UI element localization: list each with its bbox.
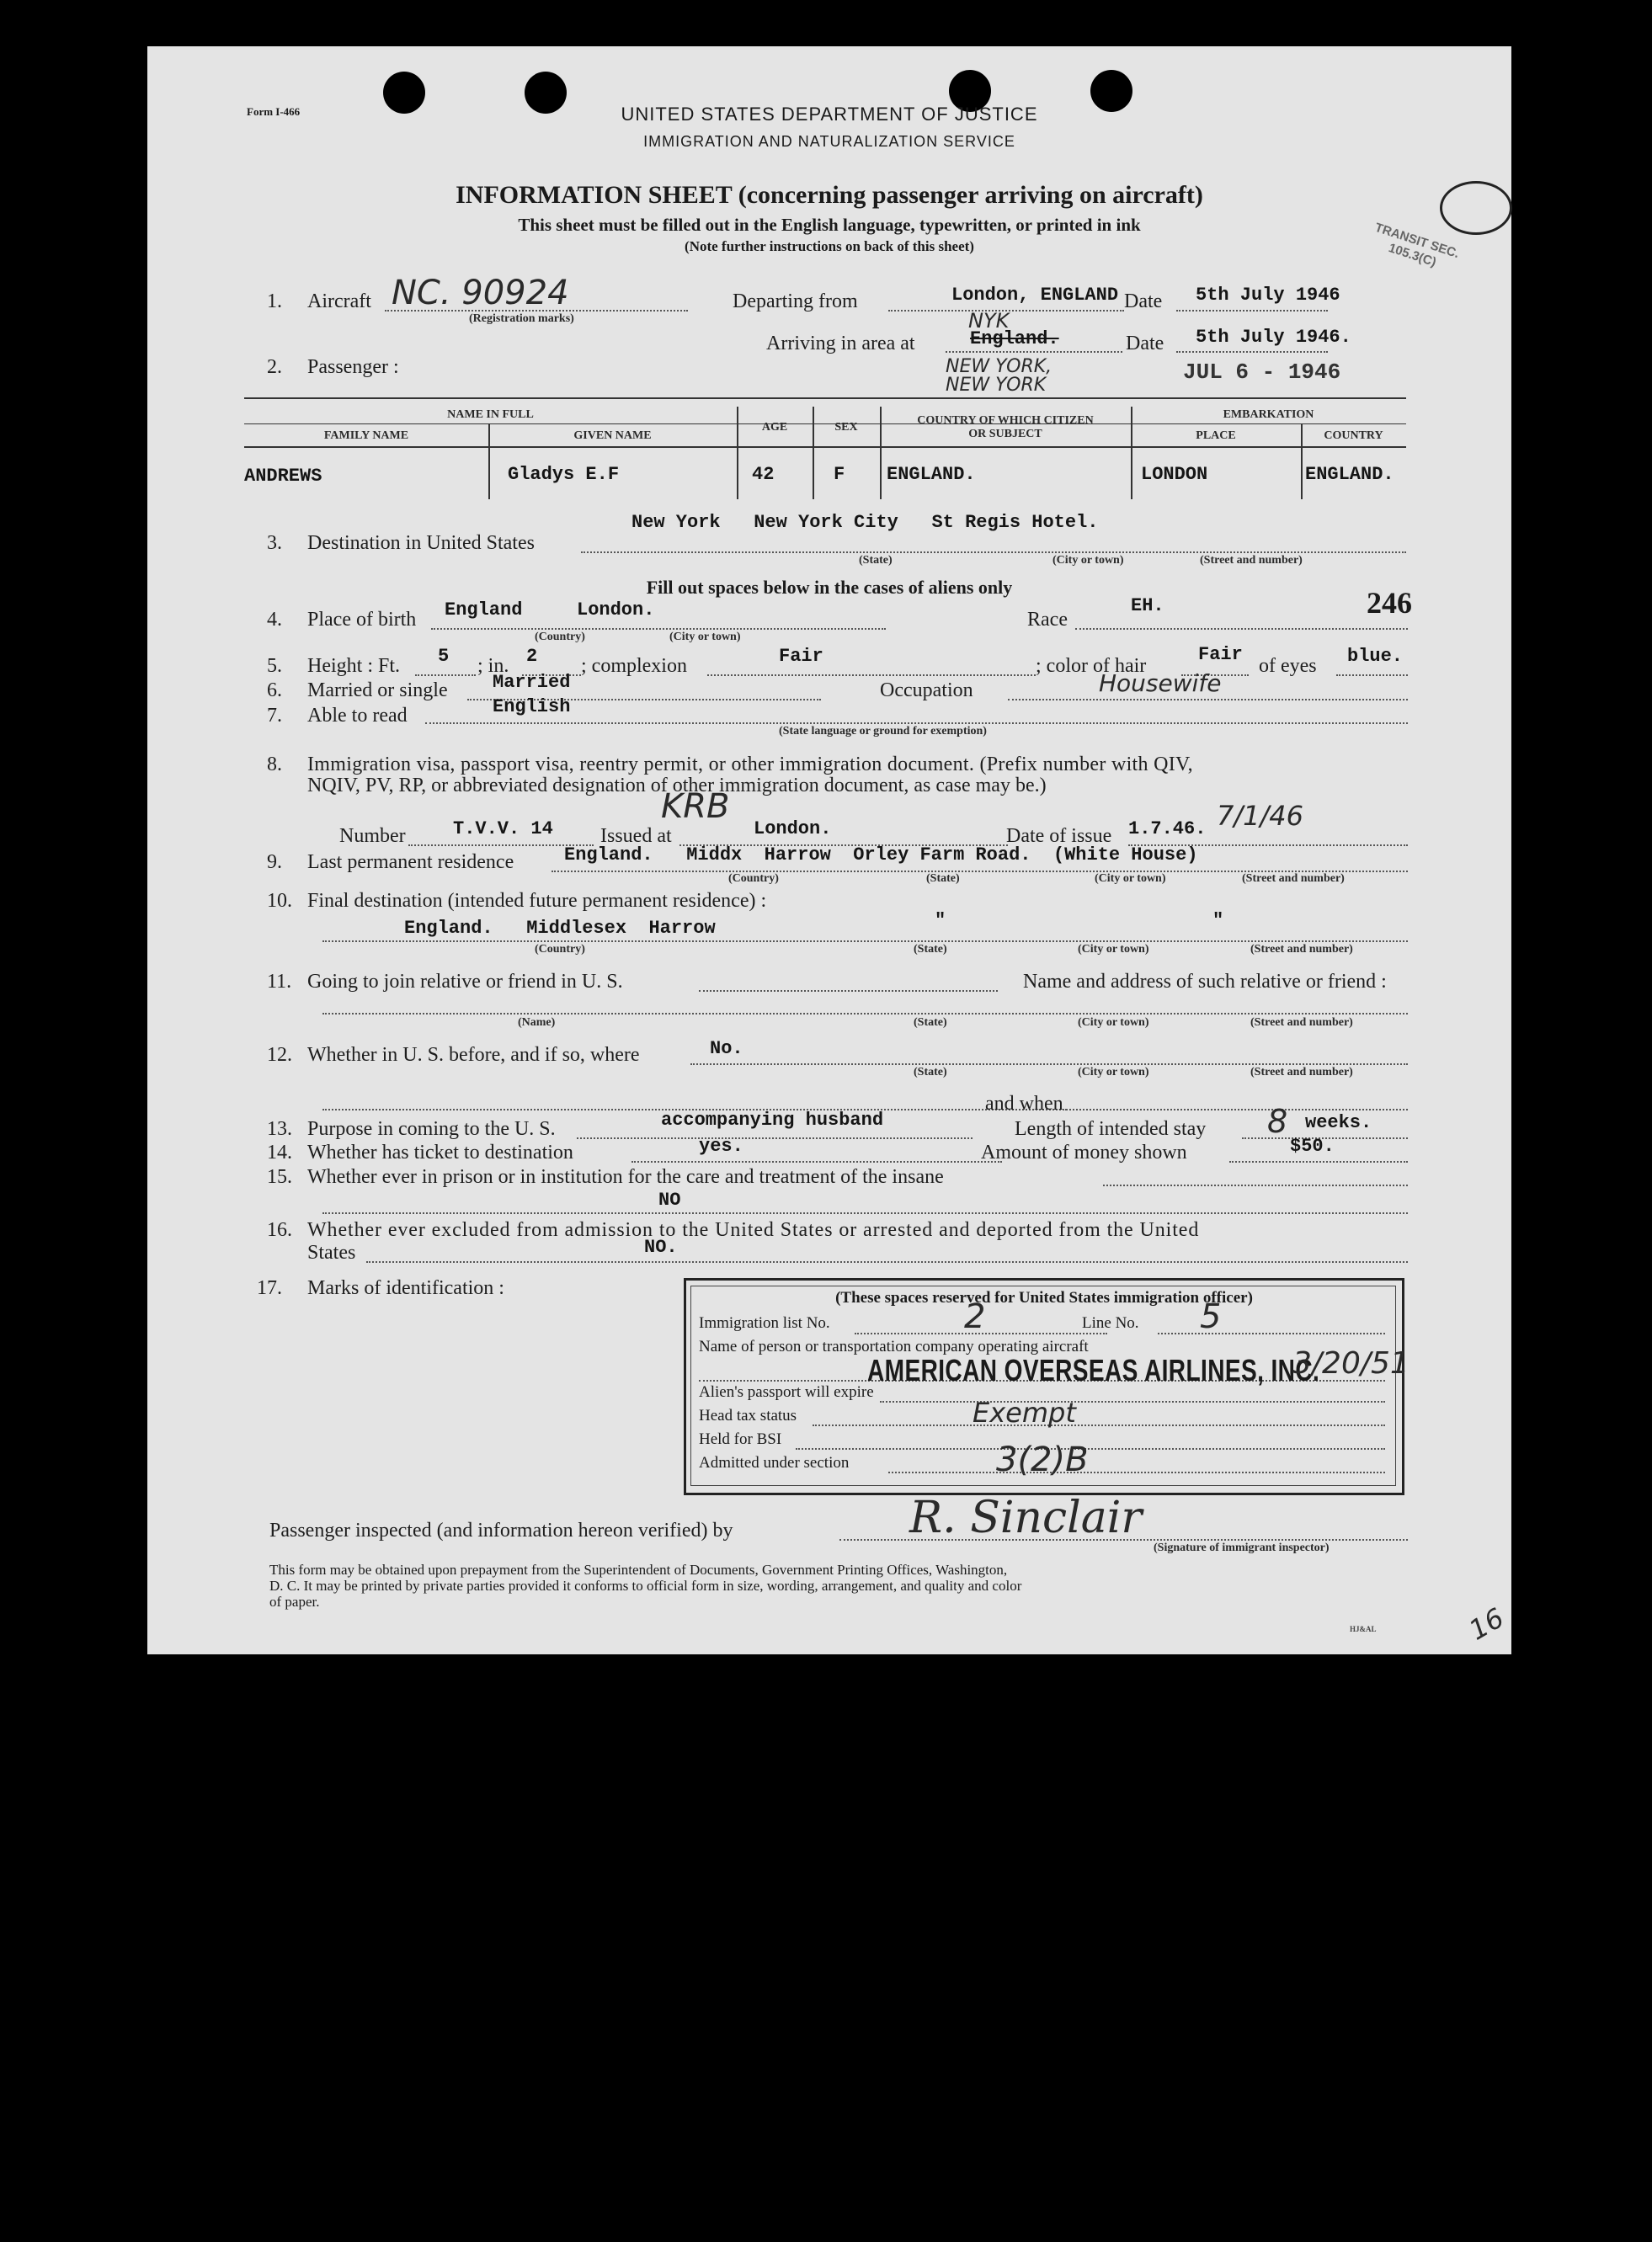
caption-state: (State) [926, 872, 960, 885]
family-name-header: FAMILY NAME [323, 429, 409, 442]
item-number: 3. [267, 532, 282, 554]
caption-city: (City or town) [1078, 943, 1149, 956]
aliens-only-header: Fill out spaces below in the cases of aliens only [646, 577, 1013, 598]
date-line [1176, 310, 1328, 312]
line-label: Line No. [1082, 1314, 1139, 1332]
read-value: English [493, 696, 571, 717]
destination-value: New York New York City St Regis Hotel. [631, 512, 1099, 533]
departing-label: Departing from [733, 290, 858, 312]
birth-line [431, 628, 886, 630]
occupation-value: Housewife [1099, 669, 1222, 697]
footer-line-3: of paper. [269, 1594, 320, 1610]
item-number: 6. [267, 679, 282, 701]
item-number: 9. [267, 851, 282, 873]
caption-country: (Country) [728, 872, 779, 885]
excluded-value: NO. [644, 1237, 678, 1258]
item-number: 14. [267, 1142, 292, 1164]
place-header: PLACE [1196, 429, 1236, 442]
caption-street: (Street and number) [1250, 943, 1353, 956]
footer-line-2: D. C. It may be printed by private parties provided it conforms to official form in size, wording, arrangement, and quality and color [269, 1578, 1022, 1594]
relative-name-label: Name and address of such relative or friend : [1023, 971, 1387, 993]
embarkation-divider [1131, 423, 1406, 424]
occupation-label: Occupation [880, 679, 973, 701]
arriving-label: Arriving in area at [766, 333, 915, 354]
complexion-value: Fair [779, 646, 823, 667]
birth-country: England [445, 599, 523, 620]
issue-date-label: Date of issue [1006, 825, 1112, 847]
destination-label: Destination in United States [307, 532, 535, 554]
item-number: 11. [267, 971, 292, 993]
list-label: Immigration list No. [699, 1314, 830, 1332]
ditto-mark: " [935, 910, 946, 931]
arrival-date-stamp: JUL 6 - 1946 [1183, 359, 1341, 385]
ticket-line [631, 1161, 1002, 1163]
when-label: and when [985, 1093, 1063, 1115]
read-caption: (State language or ground for exemption) [779, 725, 987, 738]
item-number: 16. [267, 1219, 292, 1241]
head-tax-value: Exempt [973, 1397, 1076, 1429]
excluded-label: Whether ever excluded from admission to the United States or arrested and deported from the United [307, 1219, 1200, 1241]
handwritten-date: 7/1/46 [1217, 800, 1303, 832]
previous-visit-line [690, 1063, 1408, 1065]
when-line [1065, 1109, 1408, 1110]
issued-label: Issued at [600, 825, 672, 847]
aircraft-value: NC. 90924 [392, 274, 569, 312]
arriving-struck: England. [970, 328, 1059, 349]
stay-label: Length of intended stay [1015, 1118, 1207, 1140]
race-line [1075, 628, 1408, 630]
prison-answer-line [322, 1212, 1408, 1214]
item-number: 5. [267, 655, 282, 677]
previous-visit-label: Whether in U. S. before, and if so, where [307, 1044, 640, 1066]
form-number: Form I-466 [247, 105, 301, 118]
caption-name: (Name) [518, 1016, 556, 1029]
signature-caption: (Signature of immigrant inspector) [1154, 1542, 1330, 1554]
line-value: 5 [1200, 1297, 1222, 1336]
hair-value: Fair [1198, 644, 1243, 665]
registration-caption: (Registration marks) [469, 312, 574, 325]
purpose-label: Purpose in coming to the U. S. [307, 1118, 556, 1140]
inspector-signature: R. Sinclair [909, 1493, 1143, 1543]
item-number: 8. [267, 754, 282, 775]
height-feet: 5 [438, 646, 450, 667]
country-header: COUNTRY OF WHICH CITIZEN [917, 414, 1094, 427]
item-number: 15. [267, 1166, 292, 1188]
caption-street: (Street and number) [1242, 872, 1345, 885]
final-destination-label: Final destination (intended future permanent residence) : [307, 890, 767, 912]
complexion-line [707, 674, 1036, 676]
caption-street: (Street and number) [1200, 554, 1303, 567]
caption-street: (Street and number) [1250, 1016, 1353, 1029]
purpose-line [577, 1137, 973, 1139]
operator-stamp: AMERICAN OVERSEAS AIRLINES, INC. [867, 1353, 1320, 1387]
caption-state: (State) [914, 1066, 947, 1078]
previous-visit-value: No. [710, 1038, 743, 1059]
embarkation-header: EMBARKATION [1223, 408, 1314, 421]
money-value: $50. [1290, 1136, 1335, 1157]
handwritten-initials: KRB [661, 787, 730, 826]
caption-country: (Country) [535, 943, 585, 956]
prison-label: Whether ever in prison or in institution for the care and treatment of the insane [307, 1166, 944, 1188]
section-line [888, 1472, 1385, 1473]
line-line [1158, 1333, 1385, 1334]
departing-value: London, ENGLAND [951, 285, 1119, 306]
arriving-line [946, 351, 1122, 353]
bsi-label: Held for BSI [699, 1430, 782, 1448]
printer-mark: HJ&AL [1350, 1625, 1377, 1633]
ditto-mark: " [1212, 910, 1224, 931]
family-name-value: ANDREWS [244, 466, 322, 487]
head-tax-label: Head tax status [699, 1407, 797, 1425]
page-mark: 16 [1463, 1601, 1510, 1647]
feet-line [415, 674, 476, 676]
margin-number: 246 [1367, 586, 1412, 620]
footer-line-1: This form may be obtained upon prepayment from the Superintendent of Documents, Government Printing Offices, Washington, [269, 1562, 1008, 1578]
race-value: EH. [1131, 595, 1164, 616]
final-destination-value: England. Middlesex Harrow [404, 918, 716, 939]
issue-date-value: 1.7.46. [1128, 818, 1207, 839]
service-name: IMMIGRATION AND NATURALIZATION SERVICE [643, 133, 1015, 150]
residence-value: England. Middx Harrow Orley Farm Road. (White House) [564, 844, 1198, 865]
age-value: 42 [752, 464, 775, 485]
head-tax-line [813, 1425, 1385, 1426]
identification-label: Marks of identification : [307, 1277, 504, 1299]
form-title: INFORMATION SHEET (concerning passenger arriving on aircraft) [456, 181, 1203, 209]
read-label: Able to read [307, 705, 408, 727]
list-value: 2 [964, 1297, 986, 1336]
ticket-label: Whether has ticket to destination [307, 1142, 573, 1164]
birth-label: Place of birth [307, 609, 417, 631]
destination-line [581, 551, 1406, 553]
join-relative-line [699, 990, 998, 992]
money-line [1229, 1161, 1408, 1163]
caption-city: (City or town) [1095, 872, 1166, 885]
married-value: Married [493, 672, 571, 693]
eyes-value: blue. [1347, 646, 1404, 667]
money-label: Amount of money shown [981, 1142, 1187, 1164]
excluded-line [366, 1261, 1408, 1263]
item-number: 13. [267, 1118, 292, 1140]
caption-city: (City or town) [1052, 554, 1124, 567]
excluded-label-2: States [307, 1242, 356, 1264]
item-number: 2. [267, 356, 282, 378]
immigration-doc-line-1: Immigration visa, passport visa, reentry permit, or other immigration document. (Prefix number with QIV, [307, 754, 1193, 775]
inches-label: ; in. [477, 655, 509, 677]
issued-value: London. [754, 818, 832, 839]
eyes-line [1336, 674, 1408, 676]
operator-handwritten: 3/20/51 [1292, 1346, 1410, 1381]
department-name: UNITED STATES DEPARTMENT OF JUSTICE [621, 104, 1038, 125]
form-instruction: This sheet must be filled out in the English language, typewritten, or printed in ink [518, 215, 1141, 235]
passport-expire-label: Alien's passport will expire [699, 1383, 874, 1401]
arriving-written: NYK [968, 309, 1010, 333]
arrival-date-label: Date [1126, 333, 1164, 354]
race-label: Race [1027, 609, 1068, 631]
birth-city: London. [577, 599, 655, 620]
citizen-value: ENGLAND. [887, 464, 976, 485]
departure-date: 5th July 1946 [1196, 285, 1340, 306]
height-inches: 2 [526, 646, 538, 667]
table-header-bottom [244, 446, 1406, 448]
number-label: Number [339, 825, 406, 847]
caption-city: (City or town) [1078, 1066, 1149, 1078]
aircraft-label: Aircraft [307, 290, 371, 312]
item-number: 17. [257, 1277, 282, 1299]
caption-state: (State) [859, 554, 893, 567]
name-in-full-header: NAME IN FULL [447, 408, 534, 421]
relative-address-line [322, 1013, 1408, 1014]
read-line [425, 722, 1408, 724]
form-note: (Note further instructions on back of this sheet) [685, 238, 974, 254]
sex-header: SEX [834, 421, 858, 434]
caption-country: (Country) [535, 631, 585, 643]
item-number: 4. [267, 609, 282, 631]
residence-label: Last permanent residence [307, 851, 514, 873]
prison-line [1103, 1185, 1408, 1186]
section-label: Admitted under section [699, 1454, 850, 1472]
emb-country-header: COUNTRY [1324, 429, 1383, 442]
arrival-date: 5th July 1946. [1196, 327, 1351, 348]
caption-city: (City or town) [669, 631, 741, 643]
sex-value: F [834, 464, 845, 485]
stay-unit: weeks. [1305, 1112, 1372, 1133]
transit-stamp: TRANSIT SEC. 105.3(C) [1372, 220, 1462, 270]
form-sheet [147, 46, 1511, 1654]
stay-number: 8 [1267, 1103, 1288, 1140]
passenger-label: Passenger : [307, 356, 399, 378]
join-relative-label: Going to join relative or friend in U. S. [307, 971, 623, 993]
caption-city: (City or town) [1078, 1016, 1149, 1029]
given-name-value: Gladys E.F [508, 464, 620, 485]
embarkation-country-value: ENGLAND. [1305, 464, 1394, 485]
occupation-line [1008, 699, 1408, 700]
height-label: Height : Ft. [307, 655, 401, 677]
stamp-circle [1440, 181, 1512, 235]
final-destination-line [322, 940, 1408, 942]
table-top-border [244, 397, 1406, 399]
operator-label: Name of person or transportation company operating aircraft [699, 1338, 1089, 1355]
prison-value: NO [658, 1190, 681, 1211]
caption-street: (Street and number) [1250, 1066, 1353, 1078]
age-header: AGE [761, 421, 788, 434]
married-label: Married or single [307, 679, 448, 701]
country-header-2: OR SUBJECT [968, 428, 1042, 440]
date-label: Date [1124, 290, 1163, 312]
purpose-value: accompanying husband [661, 1110, 884, 1131]
item-number: 7. [267, 705, 282, 727]
passport-expire-line [880, 1401, 1385, 1403]
section-value: 3(2)B [996, 1441, 1089, 1479]
arriving-written-2: NEW YORK, [946, 356, 1052, 377]
arriving-written-3: NEW YORK [946, 375, 1047, 396]
officer-box-header: (These spaces reserved for United States immigration officer) [835, 1289, 1253, 1307]
inspected-label: Passenger inspected (and information hereon verified) by [269, 1520, 733, 1542]
hair-label: ; color of hair [1036, 655, 1147, 677]
number-value: T.V.V. 14 [453, 818, 553, 839]
given-name-header: GIVEN NAME [573, 429, 652, 442]
arrival-date-line [1176, 351, 1328, 353]
ticket-value: yes. [699, 1136, 743, 1157]
item-number: 10. [267, 890, 292, 912]
eyes-label: of eyes [1259, 655, 1317, 677]
caption-state: (State) [914, 1016, 947, 1029]
item-number: 1. [267, 290, 282, 312]
embarkation-place-value: LONDON [1141, 464, 1208, 485]
item-number: 12. [267, 1044, 292, 1066]
bsi-line [796, 1448, 1385, 1450]
caption-state: (State) [914, 943, 947, 956]
officer-box [684, 1278, 1410, 1495]
immigration-doc-line-2: NQIV, PV, RP, or abbreviated designation of other immigration document, as case may be.) [307, 775, 1047, 796]
complexion-label: ; complexion [581, 655, 687, 677]
